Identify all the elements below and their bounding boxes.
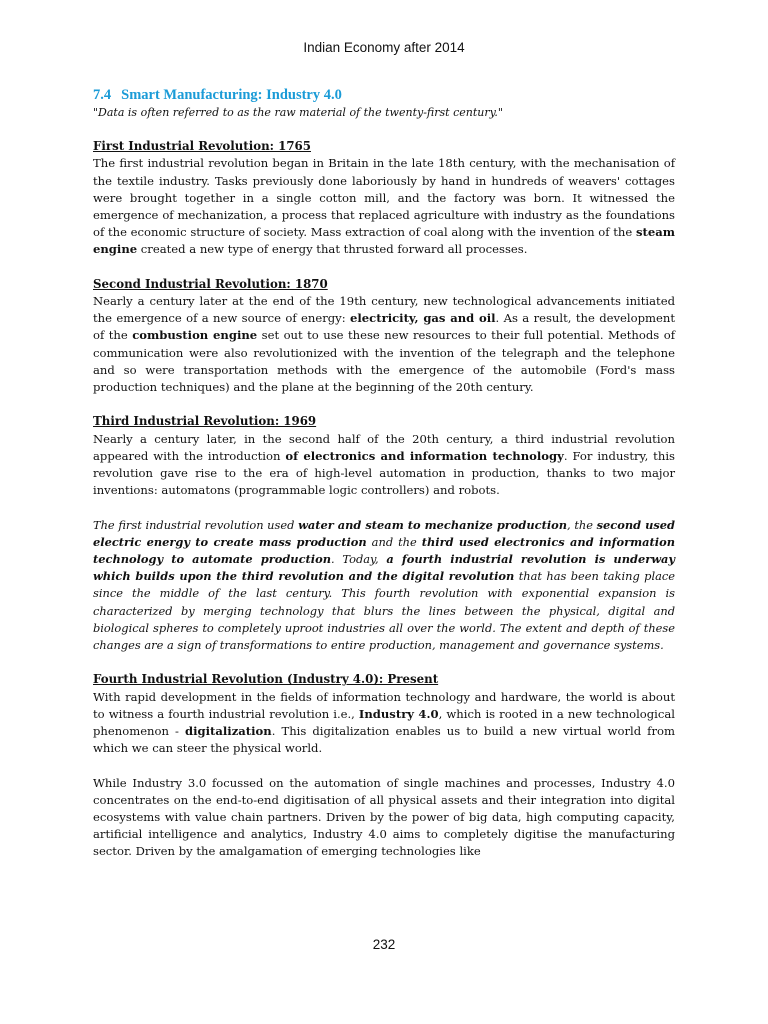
second-revolution-heading: Second Industrial Revolution: 1870 (93, 276, 328, 291)
page-content (93, 86, 675, 861)
bold-run: a fourth industrial revolution is underway which builds upon the third revolution and the digital revolution (93, 552, 675, 584)
text-run: . For industry, this revolution gave rise to the era of high-level automation in production, thanks to two major inventions: automatons (programmable logic controllers) and robots. (93, 448, 675, 498)
fourth-revolution-paragraph (93, 689, 675, 758)
second-revolution-paragraph (93, 293, 675, 396)
bold-run: Industry 4.0 (358, 706, 439, 721)
epigraph-quote: "Data is often referred to as the raw material of the twenty-first century." (93, 106, 503, 119)
bold-run: second used electric energy to create mass production (93, 517, 675, 549)
section-title (93, 86, 675, 104)
text-run: Nearly a century later, in the second half of the 20th century, a third industrial revolution appeared with the introduction (93, 431, 675, 463)
section-title-text: Smart Manufacturing: Industry 4.0 (121, 87, 342, 103)
bold-run: digitalization (185, 724, 272, 739)
running-header: Indian Economy after 2014 (303, 40, 465, 55)
bold-run: third used electronics and information technology to automate production (93, 534, 676, 567)
bold-run: electricity, gas and oil (350, 311, 496, 326)
first-revolution-heading: First Industrial Revolution: 1765 (93, 139, 311, 154)
text-run: and the (366, 534, 422, 549)
bold-run: steam engine (93, 225, 675, 257)
first-revolution-paragraph (93, 155, 675, 258)
text-run: . Today, (330, 552, 387, 567)
text-run: , the (567, 517, 597, 532)
text-run: that has been taking place since the middle of the last century. This fourth revolution with exponential expansion is characterized by merging technology that blurs the lines between the physical, digital and biological spheres to completely uproot industries all over the world. The extent and depth of these changes are a sign of transformations to entire production, management and governance systems. (93, 569, 676, 653)
industry-3-vs-4-paragraph: While Industry 3.0 focussed on the automation of single machines and processes, Industry 4.0 concentrates on the end-to-end digitisation of all physical assets and their integration into digital ecosystems with value chain partners. Driven by the power of big data, high computing capacity, artificial intelligence and analytics, Industry 4.0 aims to completely digitise the manufacturing sector. Driven by the amalgamation of emerging technologies like (93, 775, 675, 859)
section-number: 7.4 (93, 87, 112, 103)
bold-run: of electronics and information technology (285, 448, 564, 463)
third-revolution-paragraph (93, 431, 675, 500)
text-run: , which is rooted in a new technological phenomenon - (93, 706, 675, 739)
text-run: With rapid development in the fields of information technology and hardware, the world is about to witness a fourth industrial revolution i.e., (93, 689, 675, 721)
third-revolution-heading: Third Industrial Revolution: 1969 (93, 414, 317, 429)
summary-paragraph (93, 517, 675, 655)
text-run: . This digitalization enables us to build a new virtual world from which we can steer the physical world. (93, 724, 675, 756)
text-run: created a new type of energy that thrusted forward all processes. (137, 242, 528, 257)
bold-run: combustion engine (132, 328, 258, 343)
text-run: set out to use these new resources to their full potential. Methods of communication were also revolutionized with the invention of the telegraph and the telephone and so were transportation methods with the emergence of the automobile (Ford's mass production techniques) and the plane at the beginning of the 20th century. (93, 328, 675, 395)
text-run: The first industrial revolution used (93, 517, 299, 532)
fourth-revolution-heading: Fourth Industrial Revolution (Industry 4.0): Present (93, 672, 439, 687)
text-run: The first industrial revolution began in Britain in the late 18th century, with the mechanisation of the textile industry. Tasks previously done laboriously by hand in hundreds of weavers' cottages were brought together in a single cotton mill, and the factory was born. It witnessed the emergence of mechanization, a process that replaced agriculture with industry as the foundations of the economic structure of society. Mass extraction of coal along with the invention of the (93, 156, 675, 240)
page-number: 232 (372, 937, 396, 952)
text-run: . As a result, the development of the (93, 311, 675, 343)
text-run: Nearly a century later at the end of the 19th century, new technological advancements initiated the emergence of a new source of energy: (93, 294, 675, 326)
bold-run: water and steam to mechanize production (298, 517, 568, 532)
